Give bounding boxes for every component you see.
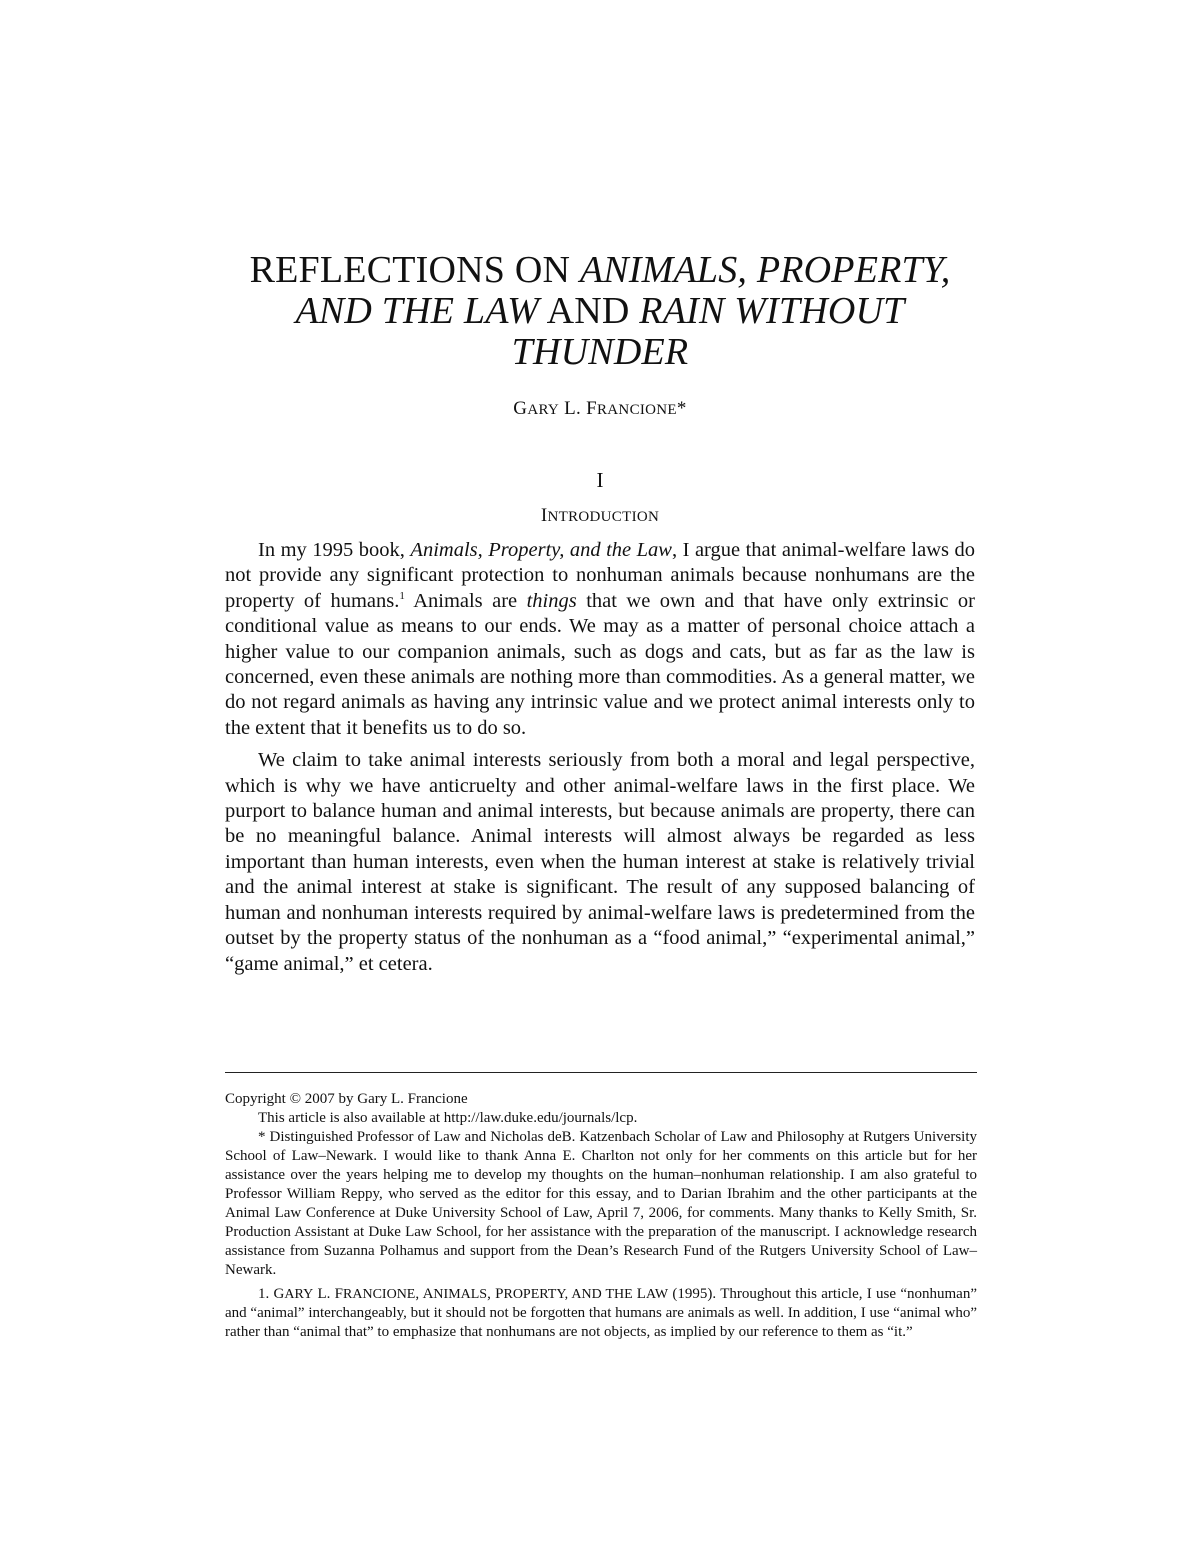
journal-link[interactable]: http://law.duke.edu/journals/lcp (443, 1110, 634, 1126)
author-text: G (513, 398, 528, 419)
footnote-text: G (273, 1286, 285, 1302)
footnote-text: L (636, 1286, 646, 1302)
paragraph-text: Animals are (404, 589, 527, 612)
footnote-text: , A (415, 1286, 434, 1302)
title-italic-text: RAIN WITHOUT (639, 290, 905, 332)
footnote-text: , AND THE (564, 1287, 637, 1302)
title-line-3 (180, 332, 1020, 373)
author-text: L. F (559, 398, 597, 419)
footnote-text: ARY (284, 1287, 314, 1302)
section-number: I (596, 468, 604, 492)
footnote-text: ROPERTY (503, 1287, 565, 1302)
author-text: RANCIONE (597, 402, 677, 418)
paragraph-1 (225, 538, 975, 741)
paragraph-text: that we own and that have only extrinsic or conditional value as means to our ends. We may as a matter of personal choice attach a higher value to our companion animals, such as dogs and cats, but as far as the law is concerned, even these animals are nothing more than commodities. As a general matter, we do not regard animals as having any intrinsic value and we protect animal interests only to the extent that it benefits us to do so. (225, 589, 975, 739)
title-line-1 (180, 250, 1020, 291)
author-name (0, 398, 1200, 420)
footnote-text: RANCIONE (343, 1287, 416, 1302)
paragraph-text: , I argue that animal-welfare laws do not provide any significant protection to nonhuman animals because nonhumans are the property of humans. (225, 539, 975, 612)
emphasis-text: things (526, 589, 577, 612)
section-heading-text: NTRODUCTION (547, 509, 660, 525)
author-footnote-mark: * (676, 398, 687, 419)
footnote-1 (225, 1285, 977, 1342)
availability-note (225, 1109, 977, 1128)
footnote-reference[interactable]: 1 (399, 589, 405, 602)
section-heading (0, 505, 1200, 527)
copyright-notice: Copyright © 2007 by Gary L. Francione (225, 1091, 468, 1107)
footnote-star: * Distinguished Professor of Law and Nicholas deB. Katzenbach Scholar of Law and Philosophy at Rutgers University School of Law–Newark. I would like to thank Anna E. Charlton not only for her comments on this article but for her assistance over the years helping me to develop my thoughts on the human–nonhuman relationship. I am also grateful to Professor William Reppy, who served as the editor for this essay, and to Darian Ibrahim and the other participants at the Animal Law Conference at Duke University School of Law, April 7, 2006, for comments. Many thanks to Kelly Smith, Sr. Production Assistant at Duke Law School, for her assistance with the preparation of the manuscript. I acknowledge research assistance from Suzanna Polhamus and support from the Dean’s Research Fund of the Rutgers University School of Law–Newark. (225, 1129, 977, 1278)
footnote-text: AW (645, 1287, 669, 1302)
author-text: ARY (527, 402, 560, 418)
footnote-number: 1. (258, 1286, 270, 1302)
footnote-divider (225, 1072, 977, 1073)
footnote-text: NIMALS (433, 1287, 488, 1302)
title-italic-text: ANIMALS, PROPERTY, (579, 249, 951, 291)
paragraph-text: In my 1995 book, (258, 539, 411, 561)
footnote-text: L. F (313, 1286, 344, 1302)
title-text: AND (539, 290, 640, 332)
footnotes (225, 1090, 977, 1342)
title-text: REFLECTIONS ON (249, 249, 580, 291)
footnote-text: , P (487, 1286, 504, 1302)
availability-text: This article is also available at (258, 1110, 444, 1126)
section-heading-text: I (540, 505, 548, 526)
title-italic-text: AND THE LAW (295, 290, 540, 332)
article-title (180, 250, 1020, 373)
body-text (225, 538, 975, 984)
title-line-2 (180, 291, 1020, 332)
title-italic-text: THUNDER (511, 331, 689, 373)
book-title: Animals, Property, and the Law (410, 539, 672, 561)
footnote-text: (1995). Throughout this article, I use “nonhuman” and “animal” interchangeably, but it should not be forgotten that humans are animals as well. In addition, I use “animal who” rather than “animal that” to emphasize that nonhumans are not objects, as implied by our reference to them as “it.” (225, 1286, 977, 1340)
availability-text: . (633, 1110, 638, 1126)
paragraph-2: We claim to take animal interests seriously from both a moral and legal perspective, which is why we have anticruelty and other animal-welfare laws in the first place. We purport to balance human and animal interests, but because animals are property, there can be no meaningful balance. Animal interests will almost always be regarded as less important than human interests, even when the human interest at stake is relatively trivial and the animal interest at stake is significant. The result of any supposed balancing of human and nonhuman interests required by animal-welfare laws is predetermined from the outset by the property status of the nonhuman as a “food animal,” “experimental animal,” “game animal,” et cetera. (225, 749, 975, 975)
